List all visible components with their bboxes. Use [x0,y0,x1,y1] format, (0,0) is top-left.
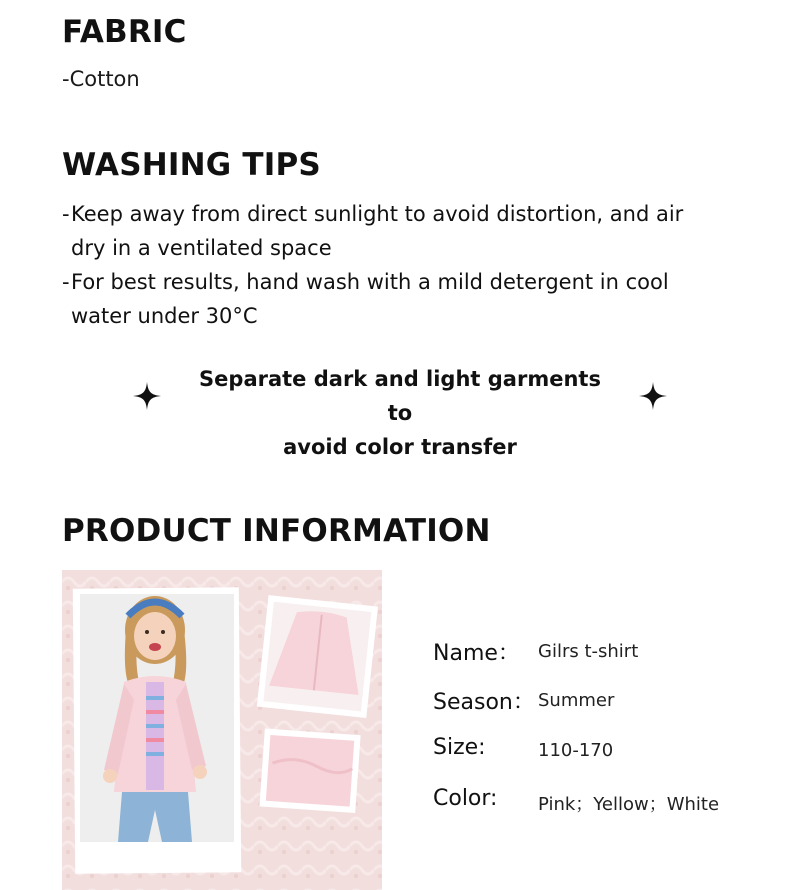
bullet-dash: - [62,270,70,294]
washing-tip-text: For best results, hand wash with a mild detergent in cool water under 30°C [71,270,669,328]
info-value-season: Summer [538,690,615,711]
info-label-name: Name： [433,641,520,666]
washing-tip-item [62,265,722,333]
info-value-size: 110-170 [538,740,614,761]
note-line-1: Separate dark and light garments to [199,367,601,425]
cardigan-detail-photo [259,729,360,814]
info-label-size: Size: [433,735,486,760]
color-transfer-note [195,362,605,464]
washing-tip-text: Keep away from direct sunlight to avoid distortion, and air dry in a ventilated space [71,202,684,260]
product-photo [62,570,382,890]
info-label-season: Season： [433,690,535,715]
note-line-2: avoid color transfer [283,435,517,459]
product-information-heading: PRODUCT INFORMATION [62,513,491,549]
bullet-dash: - [62,202,70,226]
info-label-color: Color: [433,786,498,811]
washing-tips-heading: WASHING TIPS [62,147,321,183]
cardigan-flat-photo [257,595,378,718]
info-value-name: Gilrs t-shirt [538,641,639,662]
fabric-material: -Cotton [62,67,140,91]
fabric-heading: FABRIC [62,14,187,50]
washing-tip-item [62,197,722,265]
sparkle-icon [133,382,161,410]
product-photo-illustration [62,570,382,890]
info-value-color: Pink；Yellow；White [538,794,720,815]
sparkle-icon [639,382,667,410]
